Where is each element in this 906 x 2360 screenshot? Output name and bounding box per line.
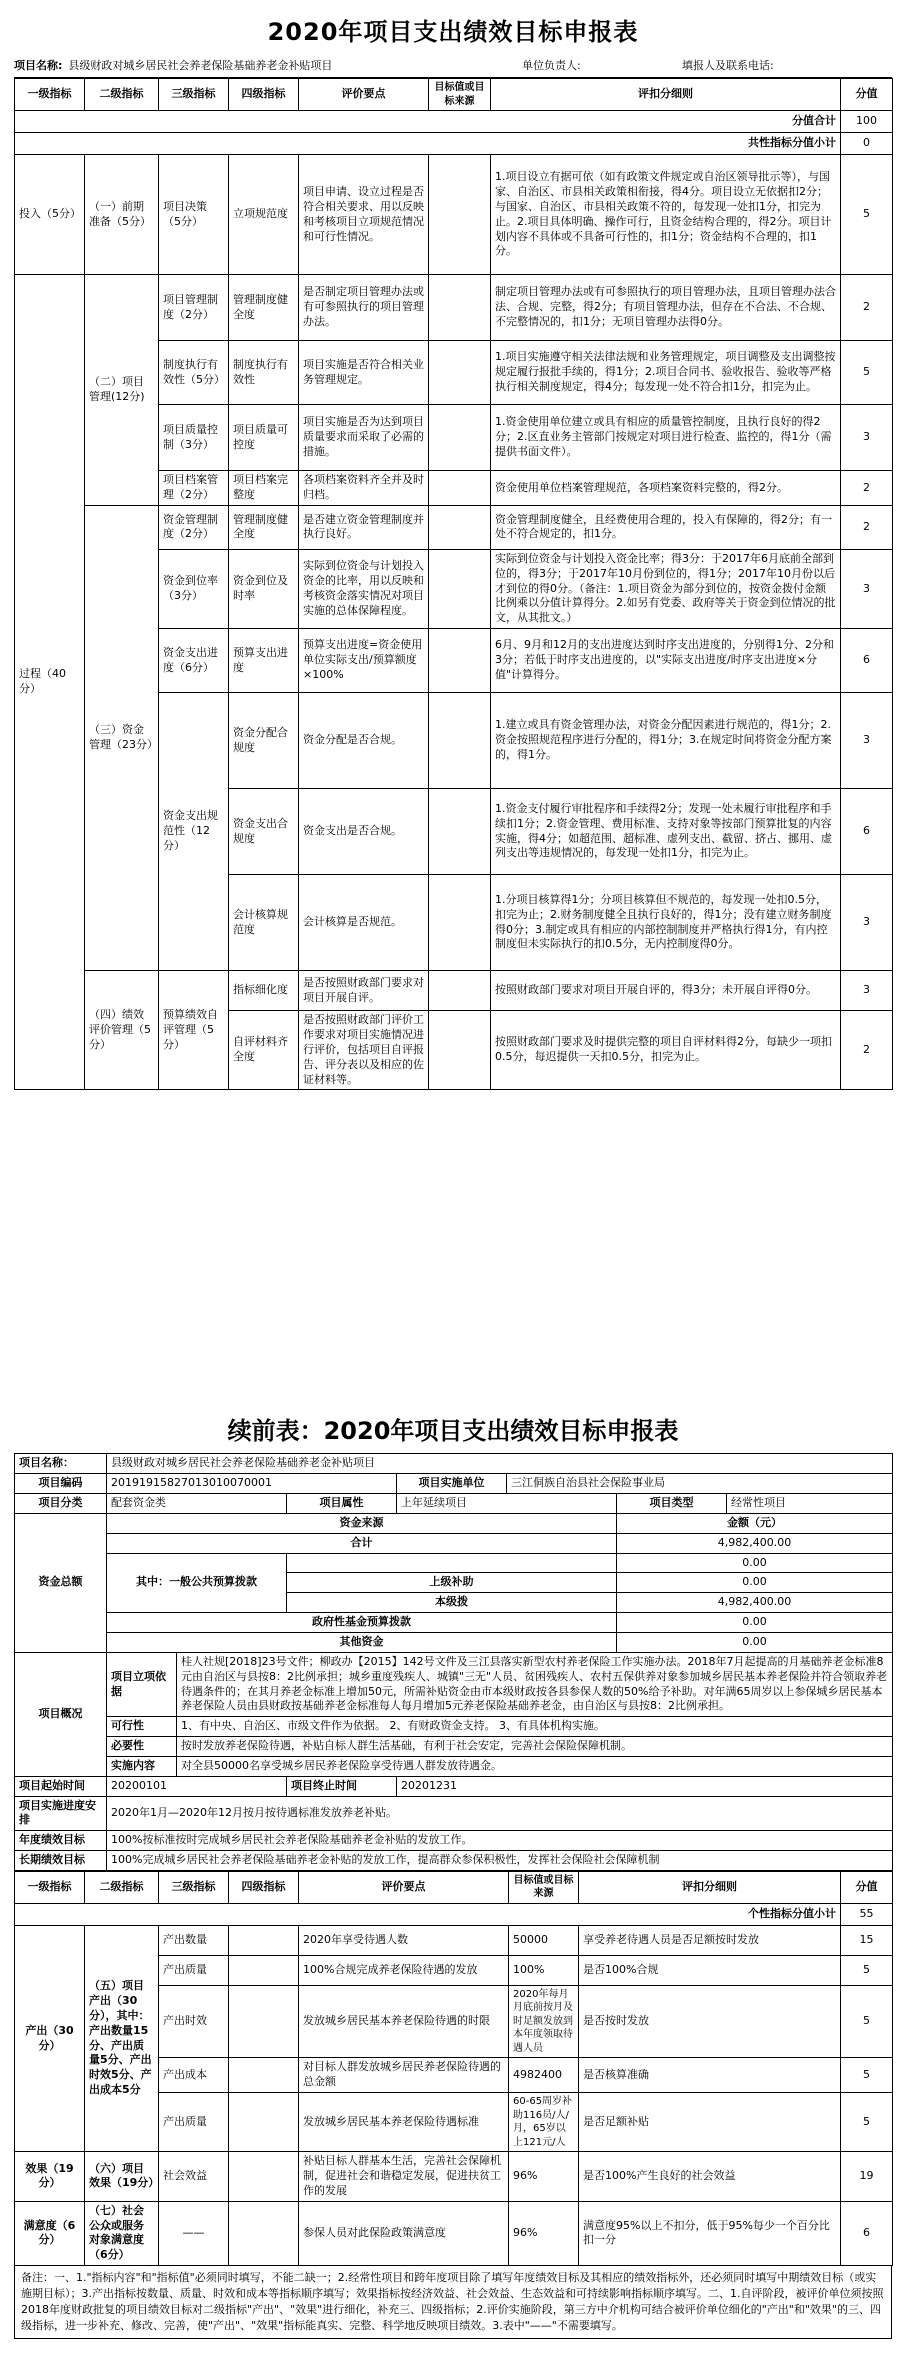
header-cell: 三级指标 <box>159 79 229 111</box>
score-cell: 5 <box>841 1955 893 1985</box>
page-two-form <box>14 1405 892 2339</box>
page-one-form <box>14 10 892 1090</box>
point-cell: 是否按照财政部门评价工作要求对项目实施情况进行评价，包括项目自评报告、评分表以及相应的佐证材料等。 <box>299 1011 429 1090</box>
rule-cell: 1.分项目核算得1分；分项目核算但不规范的，每发现一处扣0.5分，扣完为止；2.财务制度健全且执行良好的，得1分；没有建立财务制度得0分；3.制定或具有相应的内部控制制度并严格执行得1分，有内控制度但未实际执行的扣0.5分，无内控制度得0分。 <box>491 875 841 971</box>
basis-value: 桂人社规[2018]23号文件；柳政办【2015】142号文件及三江县落实新型农村养老保险工作实施办法。2018年7月起提高的月基础养老金标准8元由自治区与县按8：2比例承担；城乡重度残疾人、城镇"三无"人员、贫困残疾人、农村五保供养对象参加城乡居民基本养老保险并符合领取养老待遇条件的；在其月养老金标准上增加50元，所需补贴资金由市本级财政按各县参保人数的50%给予补助。对年满65周岁以上参保城乡居民基本养老保险人员由县财政按基础养老金标准每人每月增加5元养老保险基础养老金，由自治区与县按8：2比例承担。 <box>177 1652 893 1716</box>
feasibility-value: 1、有中央、自治区、市级文件作为依据。 2、有财政资金支持。 3、有具体机构实施。 <box>177 1717 893 1737</box>
overview-section-label: 项目概况 <box>15 1652 107 1776</box>
score-cell: 15 <box>841 1925 893 1955</box>
table-row <box>15 1851 893 1871</box>
score-cell: 2 <box>841 505 893 549</box>
table-header-row <box>15 1871 893 1903</box>
table-row <box>15 1737 893 1757</box>
funds-line-label: 上级补助 <box>287 1573 617 1593</box>
target-cell <box>429 1011 491 1090</box>
target-cell <box>429 629 491 693</box>
score-cell: 5 <box>841 341 893 405</box>
header-cell: 评价要点 <box>299 79 429 111</box>
score-cell: 5 <box>841 2093 893 2152</box>
l4-cell: 资金支出合规度 <box>229 789 299 875</box>
l3-cell: 产出时效 <box>159 1985 229 2058</box>
schedule-value: 2020年1月—2020年12月按月按待遇标准发放养老补贴。 <box>107 1796 893 1831</box>
funds-line-label: 本级拨 <box>287 1593 617 1613</box>
l3-cell: 产出质量 <box>159 1955 229 1985</box>
l3-cell: 制度执行有效性（5分） <box>159 341 229 405</box>
score-cell: 5 <box>841 155 893 275</box>
header-cell: 目标值或目标来源 <box>429 79 491 111</box>
rule-cell: 按照财政部门要求对项目开展自评的，得3分；未开展自评得0分。 <box>491 971 841 1011</box>
l3-cell: 产出质量 <box>159 2093 229 2152</box>
funds-line-label: 合计 <box>107 1533 617 1553</box>
rule-cell: 满意度95%以上不扣分，低于95%每少一个百分比扣一分 <box>579 2201 841 2265</box>
funds-line-value: 0.00 <box>617 1553 893 1573</box>
l4-cell: 管理制度健全度 <box>229 505 299 549</box>
rule-cell: 1.项目设立有据可依（如有政策文件规定或自治区领导批示等），与国家、自治区、市县相关政策相衔接，得4分。项目设立无依据扣2分；与国家、自治区、市县相关政策不符的，每发现一处扣1分，扣完为止。2.项目具体明确、操作可行，且资金结构合理的，得2分。项目计划内容不具体或不具备可行性的，扣1分；资金结构不合理的，扣1分。 <box>491 155 841 275</box>
target-cell <box>429 789 491 875</box>
point-cell: 项目申请、设立过程是否符合相关要求、用以反映和考核项目立项规范情况和可行性情况。 <box>299 155 429 275</box>
l4-cell <box>229 1925 299 1955</box>
table-row <box>15 1776 893 1796</box>
score-cell: 5 <box>841 1985 893 2058</box>
l4-cell: 指标细化度 <box>229 971 299 1011</box>
l4-cell <box>229 1955 299 1985</box>
table-header-row <box>15 79 893 111</box>
score-cell: 6 <box>841 789 893 875</box>
rule-cell: 是否足额补贴 <box>579 2093 841 2152</box>
l3-cell: 项目质量控制（3分） <box>159 405 229 471</box>
l3-cell: 资金支出规范性（12分） <box>159 693 229 971</box>
annual-goal-label: 年度绩效目标 <box>15 1831 107 1851</box>
point-cell: 是否建立资金管理制度并执行良好。 <box>299 505 429 549</box>
long-goal-value: 100%完成城乡居民社会养老保险基础养老金补贴的发放工作，提高群众参保积极性，发挥社会保险社会保障机制 <box>107 1851 893 1871</box>
l4-cell: 会计核算规范度 <box>229 875 299 971</box>
table-row <box>15 1513 893 1533</box>
summary-label: 个性指标分值小计 <box>15 1903 841 1925</box>
rule-cell: 是否100%合规 <box>579 1955 841 1985</box>
score-cell: 2 <box>841 275 893 341</box>
target-cell: 50000 <box>509 1925 579 1955</box>
score-cell: 3 <box>841 875 893 971</box>
meta-row <box>14 56 892 78</box>
project-info-table <box>14 1453 893 1871</box>
start-label: 项目起始时间 <box>15 1776 107 1796</box>
necessity-label: 必要性 <box>107 1737 177 1757</box>
summary-label: 共性指标分值小计 <box>15 133 841 155</box>
target-cell <box>429 405 491 471</box>
l4-cell: 资金到位及时率 <box>229 549 299 628</box>
point-cell: 实际到位资金与计划投入资金的比率，用以反映和考核资金落实情况对项目实施的总体保障程度。 <box>299 549 429 628</box>
summary-value: 55 <box>841 1903 893 1925</box>
end-label: 项目终止时间 <box>287 1776 397 1796</box>
l2-cell: （一）前期准备（5分） <box>85 155 159 275</box>
header-cell: 分值 <box>841 79 893 111</box>
score-cell: 19 <box>841 2152 893 2202</box>
l4-cell: 立项规范度 <box>229 155 299 275</box>
header-cell: 评扣分细则 <box>491 79 841 111</box>
l4-cell <box>229 2201 299 2265</box>
target-cell <box>429 341 491 405</box>
l4-cell: 自评材料齐全度 <box>229 1011 299 1090</box>
l1-cell: 产出（30分） <box>15 1925 85 2151</box>
point-cell: 各项档案资料齐全并及时归档。 <box>299 471 429 506</box>
indicator-table <box>14 1871 893 2266</box>
point-cell: 对目标人群发放城乡居民养老保险待遇的总金额 <box>299 2058 509 2093</box>
target-cell: 2020年每月月底前按月及时足额发放到本年度领取待遇人员 <box>509 1985 579 2058</box>
target-cell <box>429 693 491 789</box>
table-row <box>15 505 893 549</box>
rule-cell: 6月、9月和12月的支出进度达到时序支出进度的，分别得1分、2分和3分；若低于时序支出进度的，以"实际支出进度/时序支出进度×分值"计算得分。 <box>491 629 841 693</box>
schedule-label: 项目实施进度安排 <box>15 1796 107 1831</box>
l4-cell: 项目档案完整度 <box>229 471 299 506</box>
necessity-value: 按时发放养老保险待遇，补贴自标人群生活基础，有利于社会安定，完善社会保险保障机制。 <box>177 1737 893 1757</box>
table-row <box>15 1553 893 1573</box>
basis-label: 项目立项依据 <box>107 1652 177 1716</box>
target-cell: 96% <box>509 2201 579 2265</box>
content-label: 实施内容 <box>107 1756 177 1776</box>
header-cell: 四级指标 <box>229 79 299 111</box>
summary-row <box>15 111 893 133</box>
attr-value: 上年延续项目 <box>397 1494 617 1514</box>
score-cell: 6 <box>841 629 893 693</box>
point-cell: 2020年享受待遇人数 <box>299 1925 509 1955</box>
rule-cell: 实际到位资金与计划投入资金比率；得3分：于2017年6月底前全部到位的，得3分；于2017年10月份到位的，得1分；2017年10月份以后才到位的得0分。（备注：1.项目资金为部分到位的，按资金拨付金额比例乘以分值计算得分。2.如另有党委、政府等关于资金到位情况的批文，从其批文。） <box>491 549 841 628</box>
category-value: 配套资金类 <box>107 1494 287 1514</box>
l4-cell <box>229 2093 299 2152</box>
l4-cell: 制度执行有效性 <box>229 341 299 405</box>
table-row <box>15 1454 893 1474</box>
score-cell: 3 <box>841 405 893 471</box>
page-title: 2020年项目支出绩效目标申报表 <box>267 18 639 46</box>
l2-cell: （五）项目产出（30分），其中：产出数量15分、产出质量5分、产出时效5分、产出成本5分 <box>85 1925 159 2151</box>
rule-cell: 1.资金使用单位建立或具有相应的质量管控制度，且执行良好的得2分；2.区直业务主管部门按规定对项目进行检查、监控的，得1分（需提供书面文件）。 <box>491 405 841 471</box>
rule-cell: 资金管理制度健全，且经费使用合理的，投入有保障的，得2分；有一处不符合规定的，扣1分。 <box>491 505 841 549</box>
rule-cell: 是否核算准确 <box>579 2058 841 2093</box>
unit-value: 三江侗族自治县社会保险事业局 <box>507 1474 893 1494</box>
point-cell: 资金分配是否合规。 <box>299 693 429 789</box>
l4-cell: 预算支出进度 <box>229 629 299 693</box>
l2-cell: （六）项目效果（19分） <box>85 2152 159 2202</box>
point-cell: 100%合规完成养老保险待遇的发放 <box>299 1955 509 1985</box>
point-cell: 是否制定项目管理办法或有可参照执行的项目管理办法。 <box>299 275 429 341</box>
funds-amount-header: 金额（元） <box>617 1513 893 1533</box>
target-cell <box>429 155 491 275</box>
summary-value: 0 <box>841 133 893 155</box>
attr-label: 项目属性 <box>287 1494 397 1514</box>
score-cell: 3 <box>841 693 893 789</box>
rule-cell: 制定项目管理办法或有可参照执行的项目管理办法，且项目管理办法合法、合规、完整，得2分；有项目管理办法，但存在不合法、不合规、不完整情况的，扣1分；无项目管理办法得0分。 <box>491 275 841 341</box>
target-cell: 96% <box>509 2152 579 2202</box>
rule-cell: 1.资金支付履行审批程序和手续得2分；发现一处未履行审批程序和手续扣1分；2.资金管理、费用标准、支持对象等按部门预算批复的内容实施，得4分；如超范围、超标准、虚列支出、截留、挤占、挪用、虚列支出等违规情况的，每发现一处扣1分，扣完为止。 <box>491 789 841 875</box>
l2-cell: （三）资金管理（23分） <box>85 505 159 970</box>
feasibility-label: 可行性 <box>107 1717 177 1737</box>
header-cell: 分值 <box>841 1871 893 1903</box>
code-value: 20191915827013010070001 <box>107 1474 397 1494</box>
l4-cell <box>229 2152 299 2202</box>
l3-cell: 资金到位率（3分） <box>159 549 229 628</box>
project-name-value: 县级财政对城乡居民社会养老保险基础养老金补贴项目 <box>68 59 333 73</box>
performance-table <box>14 78 893 1090</box>
l3-cell: —— <box>159 2201 229 2265</box>
funds-line-value: 4,982,400.00 <box>617 1593 893 1613</box>
table-row <box>15 1717 893 1737</box>
table-row <box>15 275 893 341</box>
rule-cell: 是否按时发放 <box>579 1985 841 2058</box>
point-cell: 预算支出进度=资金使用单位实际支出/预算额度×100% <box>299 629 429 693</box>
point-cell: 项目实施是否符合相关业务管理规定。 <box>299 341 429 405</box>
funds-source-header: 资金来源 <box>107 1513 617 1533</box>
header-cell: 二级指标 <box>85 79 159 111</box>
l2-cell: （二）项目管理(12分) <box>85 275 159 506</box>
l3-cell: 项目决策（5分） <box>159 155 229 275</box>
rule-cell: 按照财政部门要求及时提供完整的项目自评材料得2分，每缺少一项扣0.5分，每迟提供一天扣0.5分，扣完为止。 <box>491 1011 841 1090</box>
point-cell: 发放城乡居民基本养老保险待遇标准 <box>299 2093 509 2152</box>
l3-cell: 项目档案管理（2分） <box>159 471 229 506</box>
l1-cell: 效果（19分） <box>15 2152 85 2202</box>
target-cell <box>429 971 491 1011</box>
table-row <box>15 1613 893 1633</box>
table-row <box>15 2152 893 2202</box>
point-cell: 补贴目标人群基本生活，完善社会保障机制，促进社会和谐稳定发展，促进扶贫工作的发展 <box>299 2152 509 2202</box>
content-value: 对全县50000名享受城乡居民养老保险享受待遇人群发放待遇金。 <box>177 1756 893 1776</box>
header-cell: 四级指标 <box>229 1871 299 1903</box>
table-row <box>15 1474 893 1494</box>
table-row <box>15 1494 893 1514</box>
score-cell: 5 <box>841 2058 893 2093</box>
target-cell: 4982400 <box>509 2058 579 2093</box>
target-cell <box>429 275 491 341</box>
point-cell: 资金支出是否合规。 <box>299 789 429 875</box>
footnote: 备注：一、1."指标内容"和"指标值"必须同时填写，不能二缺一；2.经常性项目和跨年度项目除了填写年度绩效目标及其相应的绩效指标外，还必须同时填写中期绩效目标（或实施期目标）；3.产出指标按数量、质量、时效和成本等指标顺序填写；效果指标按经济效益、社会效益、生态效益和可持续影响指标顺序填写。二、1.自评阶段，被评价单位须按照2018年度财政批复的项目绩效目标对二级指标"产出"、"效果"进行细化，补充三、四级指标；2.评价实施阶段，第三方中介机构可结合被评价单位细化的"产出"和"效果"的三、四级指标，进一步补充、修改、完善，使"产出"、"效果"指标能真实、完整、科学地反映项目绩效。3.表中"——"不需要填写。 <box>14 2266 892 2339</box>
score-cell: 3 <box>841 549 893 628</box>
category-label: 项目分类 <box>15 1494 107 1514</box>
summary-value: 100 <box>841 111 893 133</box>
code-label: 项目编码 <box>15 1474 107 1494</box>
point-cell: 参保人员对此保险政策满意度 <box>299 2201 509 2265</box>
target-cell <box>429 875 491 971</box>
table-row <box>15 1831 893 1851</box>
project-name-label: 项目名称: <box>14 59 63 73</box>
target-cell <box>429 549 491 628</box>
l3-cell: 产出数量 <box>159 1925 229 1955</box>
table-row <box>15 155 893 275</box>
header-cell: 二级指标 <box>85 1871 159 1903</box>
rule-cell: 享受养老待遇人员是否足额按时发放 <box>579 1925 841 1955</box>
start-value: 20200101 <box>107 1776 287 1796</box>
target-cell <box>429 471 491 506</box>
table-row <box>15 1632 893 1652</box>
l3-cell: 资金管理制度（2分） <box>159 505 229 549</box>
funds-line-label: 其他资金 <box>107 1632 617 1652</box>
point-cell: 发放城乡居民基本养老保险待遇的时限 <box>299 1985 509 2058</box>
l3-cell: 社会效益 <box>159 2152 229 2202</box>
table-row <box>15 971 893 1011</box>
funds-line-value: 0.00 <box>617 1613 893 1633</box>
funds-line-label: 政府性基金预算拨款 <box>107 1613 617 1633</box>
point-cell: 会计核算是否规范。 <box>299 875 429 971</box>
unit-head-label: 单位负责人: <box>522 59 581 73</box>
header-cell: 评扣分细则 <box>579 1871 841 1903</box>
target-cell <box>429 505 491 549</box>
funds-line-label: 其中：一般公共预算拨款 <box>107 1553 287 1613</box>
l3-cell: 产出成本 <box>159 2058 229 2093</box>
funds-line-value: 0.00 <box>617 1573 893 1593</box>
point-cell: 是否按照财政部门要求对项目开展自评。 <box>299 971 429 1011</box>
l2-cell: （七）社会公众或服务对象满意度（6分） <box>85 2201 159 2265</box>
l1-cell: 投入（5分） <box>15 155 85 275</box>
funds-section-label: 资金总额 <box>15 1513 107 1652</box>
l2-cell: （四）绩效评价管理（5分） <box>85 971 159 1090</box>
summary-label: 分值合计 <box>15 111 841 133</box>
target-cell: 100% <box>509 1955 579 1985</box>
header-cell: 目标值或目标来源 <box>509 1871 579 1903</box>
l3-cell: 资金支出进度（6分） <box>159 629 229 693</box>
l4-cell <box>229 2058 299 2093</box>
project-name-label: 项目名称： <box>15 1454 107 1474</box>
project-name-value: 县级财政对城乡居民社会养老保险基础养老金补贴项目 <box>107 1454 893 1474</box>
rule-cell: 是否100%产生良好的社会效益 <box>579 2152 841 2202</box>
score-cell: 3 <box>841 971 893 1011</box>
table-row <box>15 1796 893 1831</box>
l4-cell <box>229 1985 299 2058</box>
unit-label: 项目实施单位 <box>397 1474 507 1494</box>
header-cell: 三级指标 <box>159 1871 229 1903</box>
l1-cell: 满意度（6分） <box>15 2201 85 2265</box>
point-cell: 项目实施是否为达到项目质量要求而采取了必需的措施。 <box>299 405 429 471</box>
l3-cell: 预算绩效自评管理（5分） <box>159 971 229 1090</box>
summary-row <box>15 133 893 155</box>
score-cell: 2 <box>841 1011 893 1090</box>
header-cell: 一级指标 <box>15 79 85 111</box>
contact-label: 填报人及联系电话: <box>682 59 774 73</box>
long-goal-label: 长期绩效目标 <box>15 1851 107 1871</box>
table-row <box>15 1756 893 1776</box>
table-row <box>15 1925 893 1955</box>
l1-cell: 过程（40分） <box>15 275 85 1090</box>
type-label: 项目类型 <box>617 1494 727 1514</box>
table-row <box>15 1533 893 1553</box>
funds-line-value: 0.00 <box>617 1632 893 1652</box>
summary-row <box>15 1903 893 1925</box>
score-cell: 2 <box>841 471 893 506</box>
l4-cell: 管理制度健全度 <box>229 275 299 341</box>
header-cell: 评价要点 <box>299 1871 509 1903</box>
l3-cell: 项目管理制度（2分） <box>159 275 229 341</box>
end-value: 20201231 <box>397 1776 893 1796</box>
header-cell: 一级指标 <box>15 1871 85 1903</box>
rule-cell: 1.项目实施遵守相关法律法规和业务管理规定，项目调整及支出调整按规定履行报批手续的，得1分；2.项目合同书、验收报告、验收等严格执行相关制度规定，得4分；每发现一处不符合扣1分，扣完为止。 <box>491 341 841 405</box>
funds-line-value: 4,982,400.00 <box>617 1533 893 1553</box>
rule-cell: 1.建立或具有资金管理办法，对资金分配因素进行规范的，得1分；2.资金按照规范程序进行分配的，得1分；3.在规定时间将资金分配方案的，得1分。 <box>491 693 841 789</box>
annual-goal-value: 100%按标准按时完成城乡居民社会养老保险基础养老金补贴的发放工作。 <box>107 1831 893 1851</box>
table-row <box>15 2201 893 2265</box>
target-cell: 60-65周岁补助116员/人/月，65岁以上121元/人 <box>509 2093 579 2152</box>
page-title: 续前表：2020年项目支出绩效目标申报表 <box>227 1417 679 1445</box>
funds-sub-label <box>287 1553 617 1573</box>
score-cell: 6 <box>841 2201 893 2265</box>
l4-cell: 资金分配合规度 <box>229 693 299 789</box>
table-row <box>15 1652 893 1716</box>
type-value: 经常性项目 <box>727 1494 893 1514</box>
l4-cell: 项目质量可控度 <box>229 405 299 471</box>
rule-cell: 资金使用单位档案管理规范，各项档案资料完整的，得2分。 <box>491 471 841 506</box>
